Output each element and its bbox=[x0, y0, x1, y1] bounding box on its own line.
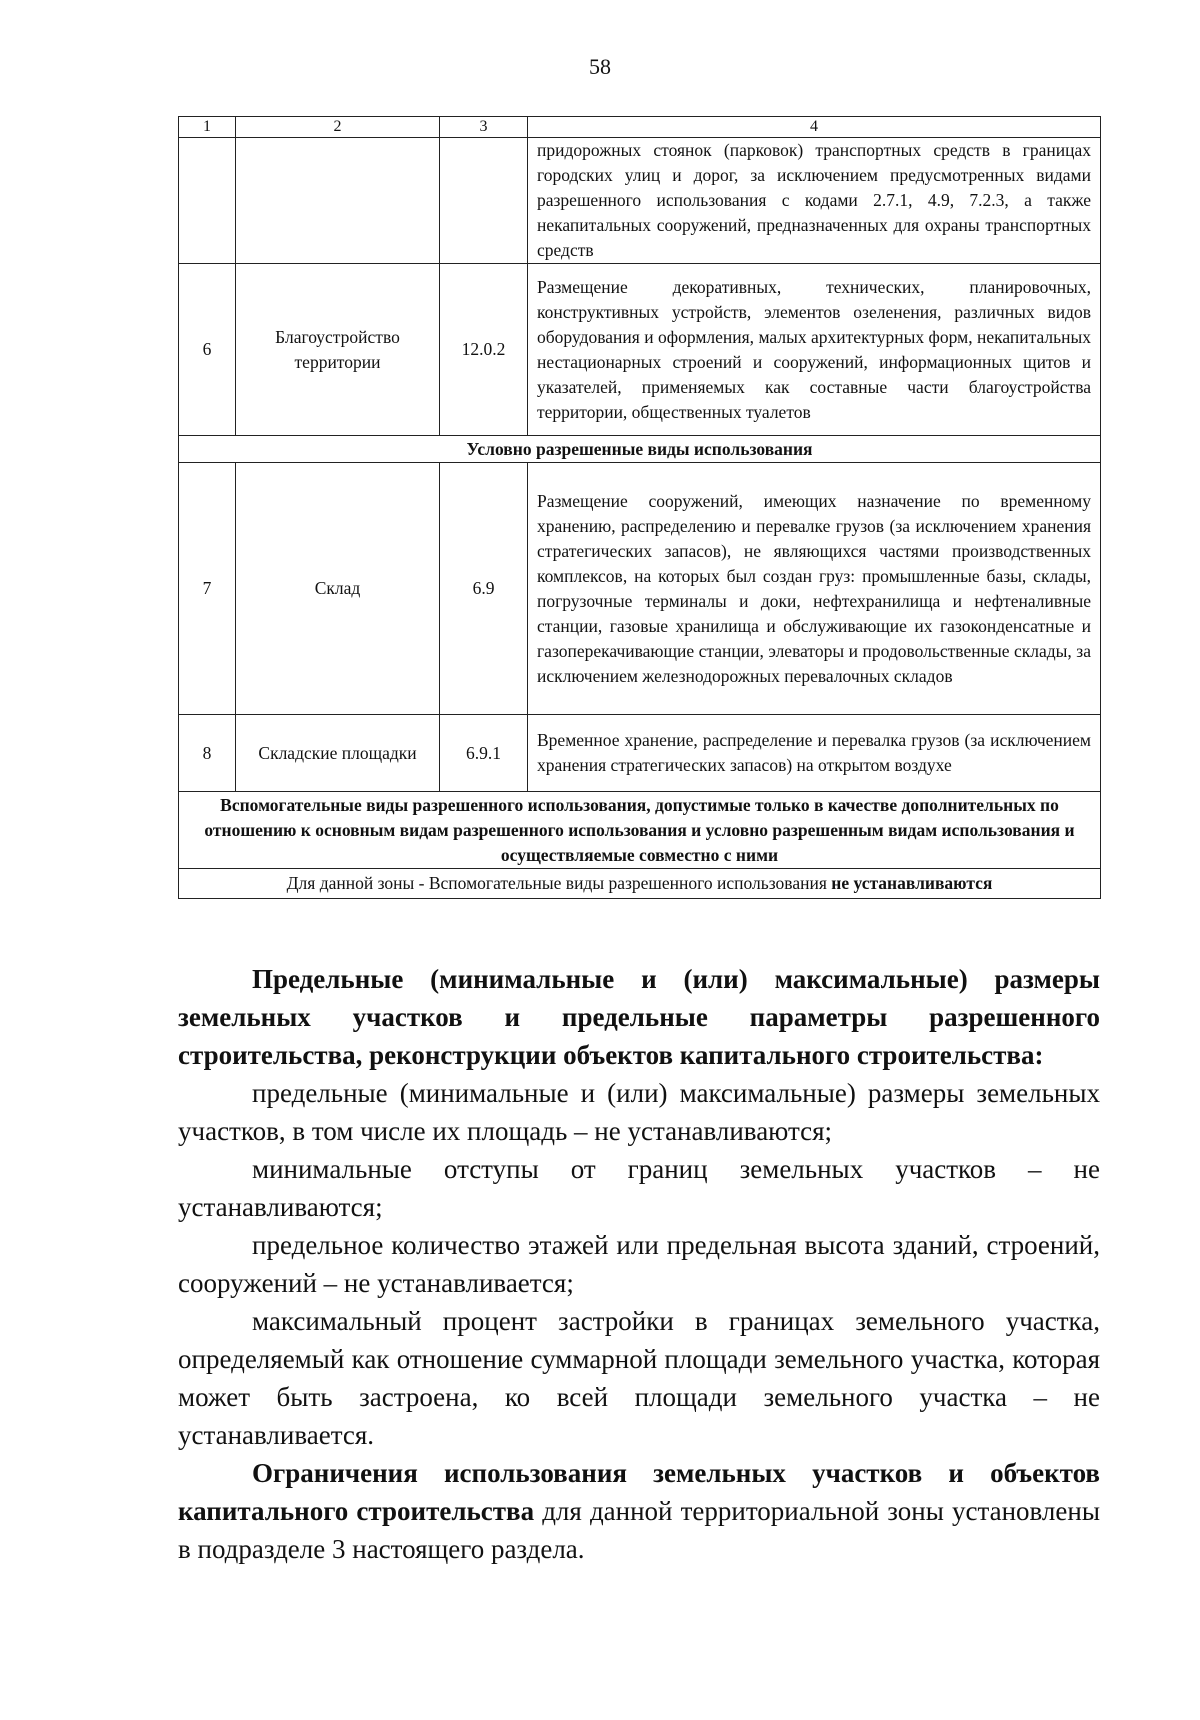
table-row bbox=[179, 463, 1101, 715]
paragraph bbox=[178, 1454, 1100, 1568]
paragraph: минимальные отступы от границ земельных участков – не устанавливаются; bbox=[178, 1154, 1100, 1222]
use-description-cell: Размещение сооружений, имеющих назначение по временному хранению, распределению и перевалке грузов (за исключением хранения стратегических запасов), не являющихся частями производственных комплексов, на которых был создан груз: промышленные базы, склады, погрузочные терминалы и доки, нефтехранилища и нефтеналивные станции, газовые хранилища и обслуживающие их газоконденсатные и газоперекачивающие станции, элеваторы и продовольственные склады, за исключением железнодорожных перевалочных складов bbox=[528, 463, 1101, 715]
paragraph-bold-lead: Ограничения использования земельных участков и объектов капитального строительства bbox=[178, 1458, 1100, 1526]
row-number-cell: 7 bbox=[179, 463, 236, 715]
use-code-cell bbox=[440, 138, 528, 264]
table-row bbox=[179, 715, 1101, 792]
paragraph: предельные (минимальные и (или) максимальные) размеры земельных участков, в том числе их площадь – не устанавливаются; bbox=[178, 1078, 1100, 1146]
section-heading-row bbox=[179, 436, 1101, 463]
auxiliary-note-emphasis: не устанавливаются bbox=[831, 873, 993, 893]
use-code-cell: 6.9.1 bbox=[440, 715, 528, 792]
row-number-cell: 8 bbox=[179, 715, 236, 792]
header-cell: 2 bbox=[236, 117, 440, 138]
auxiliary-uses-note bbox=[179, 869, 1101, 899]
table-header-row bbox=[179, 117, 1101, 138]
conditional-uses-heading: Условно разрешенные виды использования bbox=[179, 436, 1101, 463]
auxiliary-uses-heading: Вспомогательные виды разрешенного использования, допустимые только в качестве дополнительных по отношению к основным видам разрешенного использования и условно разрешенным видам использования и осуществляемые совместно с ними bbox=[179, 792, 1101, 869]
paragraph-rest: для данной территориальной зоны установлены в подразделе 3 настоящего раздела. bbox=[178, 1496, 1100, 1564]
paragraph: максимальный процент застройки в границах земельного участка, определяемый как отношение суммарной площади земельного участка, которая может быть застроена, ко всей площади земельного участка – не устанавливается. bbox=[178, 1306, 1100, 1450]
header-cell: 1 bbox=[179, 117, 236, 138]
table-row bbox=[179, 869, 1101, 899]
use-description-cell: придорожных стоянок (парковок) транспортных средств в границах городских улиц и дорог, за исключением предусмотренных видами разрешенного использования с кодами 2.7.1, 4.9, 7.2.3, а также некапитальных сооружений, предназначенных для охраны транспортных средств bbox=[528, 138, 1101, 264]
header-cell: 4 bbox=[528, 117, 1101, 138]
use-name-cell: Благоустройство территории bbox=[236, 264, 440, 436]
auxiliary-note-text: Для данной зоны - Вспомогательные виды разрешенного использования bbox=[286, 873, 832, 893]
row-number-cell bbox=[179, 138, 236, 264]
table-row bbox=[179, 138, 1101, 264]
land-use-table bbox=[178, 116, 1101, 899]
section-heading-row bbox=[179, 792, 1101, 869]
use-code-cell: 12.0.2 bbox=[440, 264, 528, 436]
section-heading: Предельные (минимальные и (или) максимальные) размеры земельных участков и предельные параметры разрешенного строительства, реконструкции объектов капитального строительства: bbox=[178, 964, 1100, 1070]
use-description-cell: Временное хранение, распределение и перевалка грузов (за исключением хранения стратегических запасов) на открытом воздухе bbox=[528, 715, 1101, 792]
use-name-cell bbox=[236, 138, 440, 264]
row-number-cell: 6 bbox=[179, 264, 236, 436]
table-row bbox=[179, 264, 1101, 436]
use-name-cell: Складские площадки bbox=[236, 715, 440, 792]
paragraph: предельное количество этажей или предельная высота зданий, строений, сооружений – не устанавливается; bbox=[178, 1230, 1100, 1298]
use-name-cell: Склад bbox=[236, 463, 440, 715]
use-code-cell: 6.9 bbox=[440, 463, 528, 715]
header-cell: 3 bbox=[440, 117, 528, 138]
page-number: 58 bbox=[589, 54, 611, 79]
use-description-cell: Размещение декоративных, технических, планировочных, конструктивных устройств, элементов озеленения, различных видов оборудования и оформления, малых архитектурных форм, некапитальных нестационарных строений и сооружений, информационных щитов и указателей, применяемых как составные части благоустройства территории, общественных туалетов bbox=[528, 264, 1101, 436]
body-text bbox=[178, 960, 1100, 1568]
